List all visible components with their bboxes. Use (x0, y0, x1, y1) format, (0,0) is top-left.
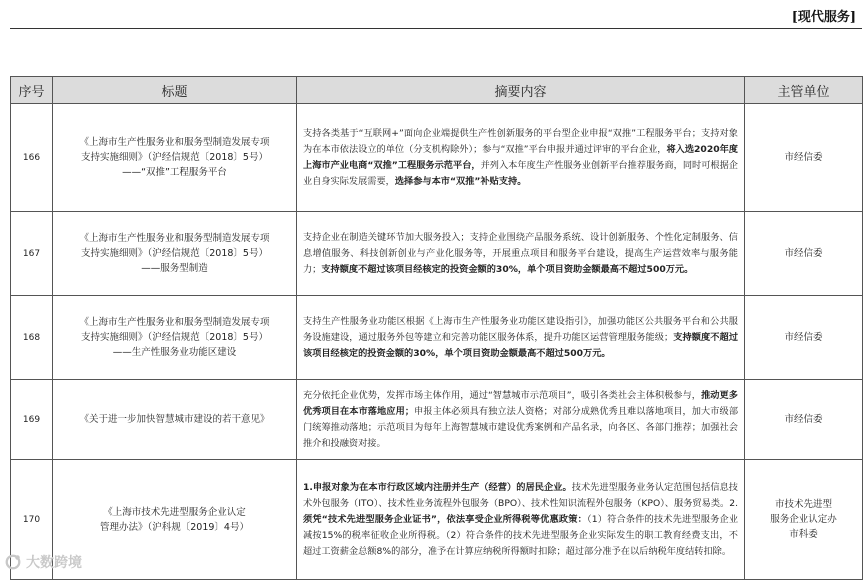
policy-table (10, 76, 863, 580)
department (745, 460, 863, 580)
department-line: 服务企业认定办 (770, 514, 837, 525)
department-line: 市经信委 (784, 332, 823, 343)
summary-highlight: 支持额度不超过该项目经核定的投资金额的30%，单个项目资助金额最高不超过500万元。 (303, 331, 739, 359)
policy-title (53, 296, 297, 380)
summary-highlight: 选择参与本市“双推”补贴支持。 (394, 175, 527, 187)
policy-title-line: 《上海市技术先进型服务企业认定 (103, 506, 246, 518)
row-number: 168 (11, 296, 53, 380)
summary-highlight: 支持额度不超过该项目经核定的投资金额的30%，单个项目资助金额最高不超过500万元。 (321, 263, 694, 275)
policy-title-line: ——服务型制造 (141, 263, 208, 274)
table-row (11, 104, 863, 212)
row-number: 167 (11, 212, 53, 296)
policy-title-line: 《上海市生产性服务业和服务型制造发展专项 (79, 137, 270, 148)
department-line: 市科委 (789, 529, 818, 540)
row-number: 169 (11, 380, 53, 460)
summary-text: 并列入本年度生产性服务业创新平台推荐服务商，同时可根据企业自身实际发展需要， (303, 159, 738, 187)
department (745, 296, 863, 380)
policy-title-line: 《关于进一步加快智慧城市建设的若干意见》 (79, 414, 270, 425)
policy-title-line: 支持实施细则》（沪经信规范〔2018〕5号） (81, 152, 268, 163)
department-line: 市技术先进型 (774, 499, 832, 510)
policy-title (53, 104, 297, 212)
policy-title-line: 管理办法》（沪科规〔2019〕4号） (100, 521, 249, 533)
table-row (11, 212, 863, 296)
column-header-summary: 摘要内容 (297, 77, 745, 104)
column-header-title: 标题 (53, 77, 297, 104)
policy-summary (297, 380, 745, 460)
department-line: 市经信委 (784, 152, 823, 163)
department-line: 市经信委 (784, 414, 823, 425)
policy-summary (297, 212, 745, 296)
summary-highlight: 1.申报对象为在本市行政区域内注册并生产（经营）的居民企业。 (303, 481, 572, 493)
ring-logo-icon (4, 553, 22, 571)
column-header-no: 序号 (11, 77, 53, 104)
policy-title (53, 460, 297, 580)
policy-title-line: 《上海市生产性服务业和服务型制造发展专项 (79, 233, 270, 244)
policy-title (53, 212, 297, 296)
summary-highlight: 须凭“技术先进型服务企业证书”，依法享受企业所得税等优惠政策： (303, 513, 587, 525)
policy-title-line: 支持实施细则》（沪经信规范〔2018〕5号） (81, 248, 268, 259)
policy-title-line: 《上海市生产性服务业和服务型制造发展专项 (79, 317, 270, 328)
policy-summary (297, 296, 745, 380)
department (745, 380, 863, 460)
summary-text: 支持企业在制造关键环节加大服务投入；支持企业围绕产品服务系统、设计创新服务、个性化定制服务、信息增值服务、科技创新创业与产业化服务等，开展重点项目和服务平台建设，提高生产运营效率与服务能力； (303, 231, 738, 275)
department (745, 212, 863, 296)
row-number: 170 (11, 460, 53, 580)
column-header-department: 主管单位 (745, 77, 863, 104)
summary-text: 技术先进型服务业务认定范围包括信息技术外包服务（ITO）、技术性业务流程外包服务（BPO）、技术性知识流程外包服务（KPO）、服务贸易类。2. (303, 481, 738, 509)
summary-text: 支持各类基于“互联网+”面向企业端提供生产性创新服务的平台型企业申报“双推”工程服务平台；支持对象为在本市依法设立的单位（分支机构除外）；参与“双推”平台申报并通过评审的平台企业， (303, 127, 738, 155)
summary-text: （1）符合条件的技术先进型服务企业减按15%的税率征收企业所得税。（2）符合条件的技术先进型服务企业实际发生的职工教育经费支出，不超过工资薪金总额8%的部分，准予在计算应纳税所得额时扣除；超过部分准予在以后纳税年度结转扣除。 (303, 513, 739, 557)
summary-highlight: 将入选2020年度上海市产业电商“双推”工程服务示范平台， (303, 143, 738, 171)
table-row (11, 380, 863, 460)
table-header-row (11, 77, 863, 104)
header-rule (10, 28, 862, 29)
section-tag: [现代服务] (791, 10, 856, 25)
table-row (11, 296, 863, 380)
summary-highlight: 推动更多优秀项目在本市落地应用； (303, 389, 738, 417)
summary-text: 充分依托企业优势，发挥市场主体作用，通过“智慧城市示范项目”，吸引各类社会主体积极参与， (303, 389, 702, 401)
summary-text: 申报主体必须具有独立法人资格；对部分成熟优秀且难以落地项目，加大市级部门统筹推动落地；示范项目为每年上海智慧城市建设优秀案例和产品名录，向各区、各部门推荐；加强社会推介和投融资对接。 (303, 405, 739, 449)
watermark-text: 大数跨境 (26, 555, 82, 571)
department-line: 市经信委 (784, 248, 823, 259)
table-row (11, 460, 863, 580)
department (745, 104, 863, 212)
policy-title-line: ——生产性服务业功能区建设 (112, 347, 237, 358)
summary-text: 支持生产性服务业功能区根据《上海市生产性服务业功能区建设指引》，加强功能区公共服务平台和公共服务设施建设，通过服务外包等建立和完善功能区服务体系，提升功能区运营管理服务能级； (303, 315, 738, 343)
row-number: 166 (11, 104, 53, 212)
policy-title-line: ——“双推”工程服务平台 (122, 167, 227, 178)
watermark (4, 552, 82, 572)
policy-summary (297, 104, 745, 212)
policy-summary (297, 460, 745, 580)
policy-title-line: 支持实施细则》（沪经信规范〔2018〕5号） (81, 332, 268, 343)
policy-title (53, 380, 297, 460)
